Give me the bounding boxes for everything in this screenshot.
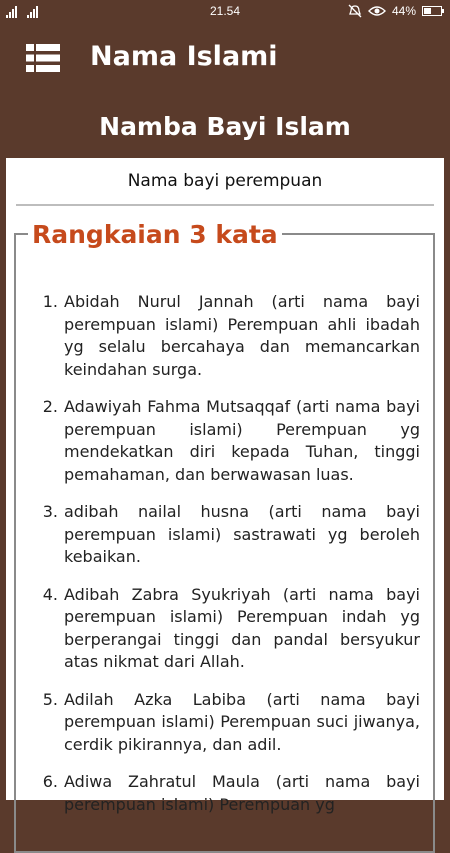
item-number: 3. <box>42 502 58 521</box>
item-text: adibah nailal husna (arti nama bayi perempuan islami) sastrawati yg beroleh kebaikan. <box>64 502 420 566</box>
status-time: 21.54 <box>209 4 241 18</box>
subtitle-bar <box>0 96 450 158</box>
item-text: Adibah Zabra Syukriyah (arti nama bayi perempuan islami) Perempuan indah yg berperangai tinggi dan pandal bersyukur atas nikmat dari Allah. <box>64 584 420 671</box>
item-text: Adiwa Zahratul Maula (arti nama bayi perempuan islami) Perempuan yg <box>64 772 420 814</box>
group-title: Rangkaian 3 kata <box>28 220 282 250</box>
list-item <box>42 396 420 486</box>
list-item <box>42 291 420 381</box>
item-number: 4. <box>42 584 58 604</box>
content-panel[interactable] <box>6 158 444 814</box>
item-number: 6. <box>42 772 58 791</box>
list-item <box>42 771 420 816</box>
name-list <box>42 291 420 831</box>
item-text: Abidah Nurul Jannah (arti nama bayi perempuan islami) Perempuan ahli ibadah yg selalu bercahaya dan memancarkan keindahan surga. <box>64 292 420 379</box>
app-title: Nama Islami <box>90 41 278 72</box>
item-number: 5. <box>42 689 58 709</box>
section-title: Nama bayi perempuan <box>127 171 323 191</box>
item-text: Adawiyah Fahma Mutsaqqaf (arti nama bayi perempuan islami) Perempuan yg mendekatkan diri kepada Tuhan, tinggi pemahaman, dan berwawasan luas. <box>64 397 420 484</box>
list-item <box>42 501 420 569</box>
battery-percent: 44% <box>391 4 416 18</box>
status-bar <box>0 0 450 24</box>
battery-icon <box>422 6 442 16</box>
page-subtitle: Namba Bayi Islam <box>99 112 351 141</box>
eye-icon <box>368 5 386 17</box>
list-item <box>42 689 420 757</box>
item-number: 1. <box>42 292 58 311</box>
divider <box>16 204 434 206</box>
app-bar <box>0 24 450 96</box>
item-text: Adilah Azka Labiba (arti nama bayi perempuan islami) Perempuan suci jiwanya, cerdik pikirannya, dan adil. <box>64 689 420 754</box>
alarm-off-icon <box>348 4 362 18</box>
menu-list-icon[interactable] <box>26 44 60 72</box>
item-number: 2. <box>42 397 58 416</box>
name-group <box>14 220 435 853</box>
list-item <box>42 584 420 674</box>
